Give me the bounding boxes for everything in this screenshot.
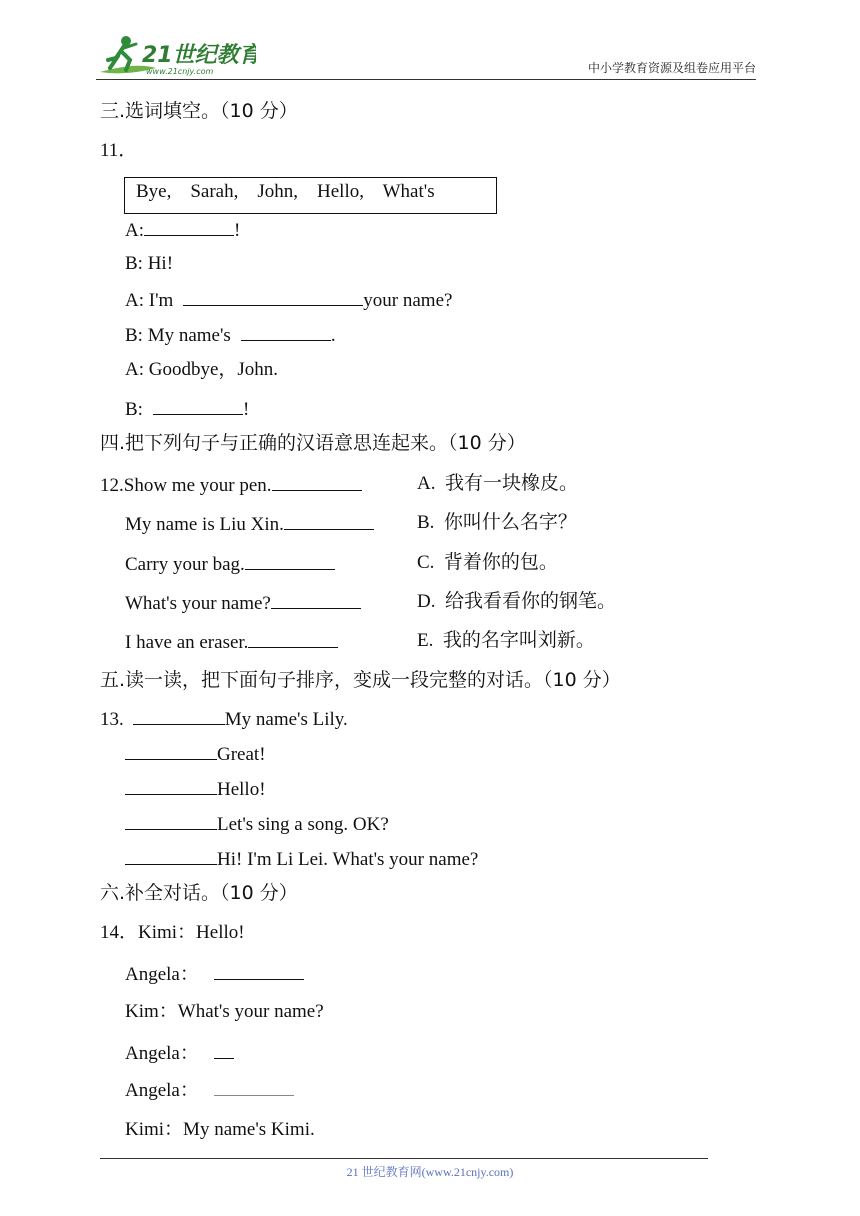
answer-blank[interactable]: [125, 741, 217, 760]
section4-title: 四.把下列句子与正确的汉语意思连起来。（10 分）: [100, 432, 526, 454]
order-sentence: Let's sing a song. OK?: [217, 814, 389, 835]
answer-blank[interactable]: [125, 776, 217, 795]
answer-blank[interactable]: [183, 287, 363, 306]
section3-title: 三.选词填空。（10 分）: [100, 100, 298, 122]
dialog-line-3: [125, 287, 452, 313]
dialog-line-prefix: A:: [125, 220, 144, 241]
answer-blank[interactable]: [125, 811, 217, 830]
logo-url: www.21cnjy.com: [146, 67, 214, 76]
dialog6-line-4: [125, 1040, 234, 1066]
sentence: 12.Show me your pen.: [100, 475, 272, 496]
answer-blank[interactable]: [144, 217, 234, 236]
dialog6-line-3: Kim：What's your name?: [125, 1001, 324, 1022]
section6-title: 六.补全对话。（10 分）: [100, 882, 298, 904]
dialog-line-6: [125, 396, 249, 422]
answer-blank[interactable]: [133, 706, 225, 725]
dialog6-line-6: Kimi：My name's Kimi.: [125, 1119, 315, 1140]
answer-blank[interactable]: [214, 961, 304, 980]
order-item-3: [125, 776, 266, 802]
sentence: My name is Liu Xin.: [125, 514, 284, 535]
question-13-number: 13.: [100, 709, 124, 730]
match-right-c: C. 背着你的包。: [417, 552, 558, 573]
dialog-line-prefix: B:: [125, 399, 143, 420]
answer-blank[interactable]: [272, 472, 362, 491]
order-sentence: My name's Lily.: [224, 709, 348, 730]
dialog6-line-1: 14．Kimi：Hello!: [100, 922, 245, 943]
match-left-3: [125, 551, 335, 577]
match-right-e: E. 我的名字叫刘新。: [417, 630, 595, 651]
sentence: I have an eraser.: [125, 632, 249, 653]
answer-blank[interactable]: [214, 1040, 234, 1059]
order-item-1: [100, 706, 348, 732]
dialog6-line-5: [125, 1079, 294, 1103]
question-11-number: 11．: [100, 140, 138, 161]
answer-blank[interactable]: [241, 322, 331, 341]
section5-title: 五.读一读，把下面句子排序，变成一段完整的对话。（10 分）: [100, 669, 621, 691]
dialog-line-4: [125, 322, 336, 348]
dialog-line-5: A: Goodbye，John.: [125, 359, 279, 380]
match-right-a: A. 我有一块橡皮。: [417, 473, 578, 494]
speaker: Angela：: [125, 1043, 199, 1064]
sentence: What's your name?: [125, 593, 271, 614]
dialog-line-2: B: Hi!: [125, 253, 174, 274]
dialog-line-prefix: A: I'm: [125, 290, 174, 311]
sentence: Carry your bag.: [125, 554, 245, 575]
answer-blank[interactable]: [284, 511, 374, 530]
speaker: Angela：: [125, 1080, 199, 1101]
footer-text: 21 世纪教育网(www.21cnjy.com): [346, 1165, 514, 1179]
match-left-5: [125, 629, 338, 655]
match-right-d: D. 给我看看你的钢笔。: [417, 591, 616, 612]
answer-blank[interactable]: [153, 396, 243, 415]
order-sentence: Hello!: [217, 779, 266, 800]
answer-blank[interactable]: [125, 846, 217, 865]
dialog-line-prefix: B: My name's: [125, 325, 231, 346]
dialog-line-suffix: !: [242, 399, 250, 420]
dialog-line-1: [125, 217, 240, 243]
order-item-4: [125, 811, 389, 837]
answer-blank[interactable]: [271, 590, 361, 609]
site-name: 中小学教育资源及组卷应用平台: [587, 61, 756, 75]
answer-blank[interactable]: [245, 551, 335, 570]
speaker: Angela：: [125, 964, 199, 985]
order-sentence: Great!: [217, 744, 266, 765]
site-logo: [96, 32, 256, 78]
order-item-5: [125, 846, 478, 872]
match-left-2: [125, 511, 374, 537]
match-left-1: [100, 472, 362, 498]
footer-divider: [100, 1158, 708, 1159]
dialog-line-suffix: !: [234, 220, 241, 241]
order-item-2: [125, 741, 266, 767]
order-sentence: Hi! I'm Li Lei. What's your name?: [217, 849, 479, 870]
answer-blank[interactable]: [248, 629, 338, 648]
dialog6-line-2: [125, 961, 304, 987]
match-left-4: [125, 590, 361, 616]
dialog-line-suffix: .: [330, 325, 336, 346]
logo-text: 21世纪教育: [142, 43, 256, 68]
match-right-b: B. 你叫什么名字？: [417, 512, 577, 533]
dialog-line-suffix: your name?: [363, 290, 453, 311]
word-bank: Bye, Sarah, John, Hello, What's: [136, 181, 435, 202]
header-divider: [96, 79, 756, 80]
answer-blank[interactable]: [214, 1081, 294, 1096]
